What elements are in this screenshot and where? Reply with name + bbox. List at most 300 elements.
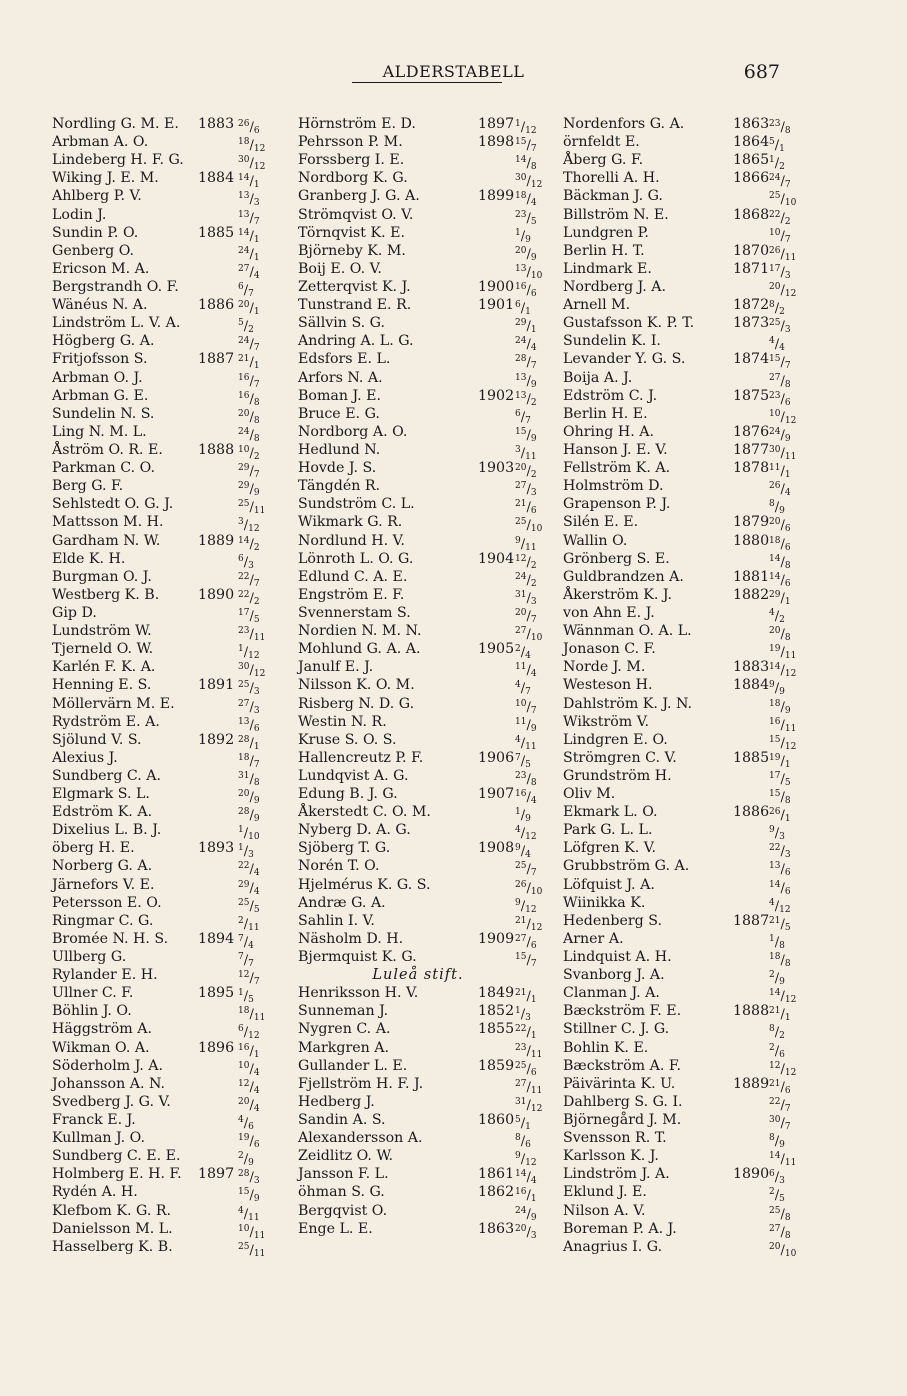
birth-month: 5 xyxy=(525,759,531,770)
birth-day: 22 xyxy=(769,209,781,220)
person-name: Levander Y. G. S. xyxy=(563,351,686,368)
birth-month: 12 xyxy=(530,1103,543,1114)
birth-year: 1889 xyxy=(198,532,235,549)
person-name: Wänéus N. A. xyxy=(52,297,148,314)
birth-day: 9 xyxy=(515,535,521,546)
date-separator: / xyxy=(774,156,780,172)
birth-month: 12 xyxy=(784,741,797,752)
table-row xyxy=(52,658,274,680)
birth-month: 9 xyxy=(248,1158,254,1169)
birth-month: 1 xyxy=(530,325,537,336)
birth-day: 29 xyxy=(238,463,250,474)
person-name: Lundström W. xyxy=(52,623,152,640)
table-row xyxy=(52,821,274,843)
table-row xyxy=(298,839,538,861)
birth-year: 1863 xyxy=(478,1220,515,1237)
table-row xyxy=(563,441,797,462)
date-separator: / xyxy=(526,989,531,1005)
date-separator: / xyxy=(780,808,785,824)
birth-day: 16 xyxy=(515,1187,527,1198)
birth-day: 20 xyxy=(769,281,781,292)
date-separator: / xyxy=(526,391,531,407)
birth-day: 16 xyxy=(769,716,781,727)
table-row xyxy=(563,169,791,191)
birth-month: 11 xyxy=(253,1230,266,1241)
table-row xyxy=(563,206,791,227)
table-row xyxy=(52,477,274,499)
birth-year: 1900 xyxy=(478,278,515,295)
birth-year: 1863 xyxy=(733,116,770,132)
date-separator: / xyxy=(780,953,785,969)
date-separator: / xyxy=(520,120,526,135)
birth-day: 6 xyxy=(238,281,244,292)
birth-month: 12 xyxy=(248,651,260,662)
birth-year: 1885 xyxy=(733,749,770,766)
birth-month: 6 xyxy=(784,578,791,589)
person-name: Guldbrandzen A. xyxy=(563,568,684,585)
birth-month: 8 xyxy=(784,379,791,390)
table-row xyxy=(563,658,797,680)
date-separator: / xyxy=(243,1206,249,1222)
table-row xyxy=(563,405,797,426)
birth-day: 15 xyxy=(769,734,781,745)
table-row xyxy=(52,1093,274,1114)
birth-month: 1 xyxy=(784,814,791,825)
date-separator: / xyxy=(780,790,785,806)
birth-day: 22 xyxy=(238,571,250,582)
person-name: Tängdén R. xyxy=(298,478,381,495)
birth-day: 13 xyxy=(515,372,527,383)
column-2 xyxy=(298,115,543,1241)
birth-day: 9 xyxy=(515,1151,521,1162)
date-separator: / xyxy=(249,482,254,498)
birth-year: 1860 xyxy=(478,1112,515,1129)
birth-month: 1 xyxy=(779,144,785,155)
date-separator: / xyxy=(243,916,249,932)
person-name: Hedenberg S. xyxy=(563,912,662,929)
date-separator: / xyxy=(249,753,254,769)
date-separator: / xyxy=(774,138,780,154)
table-row xyxy=(563,332,785,354)
table-row xyxy=(52,1220,274,1241)
person-name: Mattsson M. H. xyxy=(52,514,164,531)
birth-date xyxy=(238,1238,265,1263)
birth-month: 12 xyxy=(525,1158,537,1169)
birth-year: 1903 xyxy=(478,460,515,477)
person-name: Grapenson P. J. xyxy=(563,496,671,513)
person-name: Arbman A. O. xyxy=(52,134,149,151)
birth-month: 12 xyxy=(784,1067,797,1078)
birth-day: 25 xyxy=(515,861,527,872)
table-row xyxy=(563,604,785,625)
person-name: Sundelin N. S. xyxy=(52,405,155,422)
birth-day: 8 xyxy=(769,1024,775,1035)
date-separator: / xyxy=(780,464,785,480)
birth-day: 27 xyxy=(515,626,527,637)
date-separator: / xyxy=(780,228,785,244)
birth-day: 16 xyxy=(515,281,527,292)
date-separator: / xyxy=(526,608,531,624)
birth-month: 4 xyxy=(253,1085,260,1096)
table-row xyxy=(52,948,274,970)
birth-month: 1 xyxy=(253,307,260,318)
person-name: Strömgren C. V. xyxy=(563,749,677,766)
person-name: Gustafsson K. P. T. xyxy=(563,315,695,332)
birth-month: 11 xyxy=(253,1248,266,1259)
birth-month: 1 xyxy=(784,759,791,770)
birth-day: 18 xyxy=(769,952,781,963)
date-separator: / xyxy=(243,1152,249,1168)
person-name: Arbman O. J. xyxy=(52,369,143,386)
date-separator: / xyxy=(526,355,531,371)
date-separator: / xyxy=(526,1188,531,1204)
table-row xyxy=(563,1075,791,1096)
table-row xyxy=(298,857,538,879)
birth-month: 4 xyxy=(253,886,260,897)
person-name: Burgman O. J. xyxy=(52,568,152,585)
person-name: Dixelius L. B. J. xyxy=(52,822,162,839)
birth-day: 12 xyxy=(769,1060,781,1071)
birth-month: 8 xyxy=(784,633,791,644)
birth-month: 12 xyxy=(784,669,797,680)
table-row xyxy=(563,839,791,861)
table-row xyxy=(52,839,274,861)
birth-day: 11 xyxy=(769,463,781,474)
birth-month: 4 xyxy=(253,1103,260,1114)
birth-month: 7 xyxy=(253,759,260,770)
date-separator: / xyxy=(526,880,531,896)
birth-month: 6 xyxy=(530,1067,537,1078)
person-name: Tunstrand E. R. xyxy=(298,297,412,314)
birth-day: 25 xyxy=(238,499,250,510)
birth-month: 10 xyxy=(530,270,543,281)
birth-month: 6 xyxy=(253,723,260,734)
birth-day: 24 xyxy=(238,245,250,256)
birth-day: 2 xyxy=(769,1187,775,1198)
date-separator: / xyxy=(526,1097,531,1113)
table-row xyxy=(563,803,791,825)
person-name: Wiinikka K. xyxy=(563,894,646,911)
date-separator: / xyxy=(249,156,254,172)
birth-month: 4 xyxy=(530,669,537,680)
birth-day: 27 xyxy=(769,1223,781,1234)
date-separator: / xyxy=(774,301,780,317)
date-separator: / xyxy=(526,518,531,534)
person-name: Löfgren K. V. xyxy=(563,840,657,857)
birth-year: 1875 xyxy=(733,387,770,404)
table-row xyxy=(298,513,543,535)
birth-day: 25 xyxy=(515,1060,527,1071)
birth-day: 14 xyxy=(238,173,250,184)
date-separator: / xyxy=(780,355,785,371)
person-name: Westberg K. B. xyxy=(52,586,160,603)
birth-month: 5 xyxy=(784,777,791,788)
birth-month: 11 xyxy=(253,506,266,517)
birth-year: 1898 xyxy=(478,134,515,151)
table-row xyxy=(52,568,274,589)
table-row xyxy=(298,731,538,752)
table-row xyxy=(298,423,538,444)
birth-year: 1868 xyxy=(733,206,770,223)
birth-month: 2 xyxy=(530,578,537,589)
birth-month: 4 xyxy=(530,343,537,354)
person-name: Törnqvist K. E. xyxy=(298,224,405,241)
date-separator: / xyxy=(249,301,254,317)
table-row xyxy=(563,187,797,209)
person-name: Lundgren P. xyxy=(563,224,649,241)
birth-month: 9 xyxy=(530,723,537,734)
birth-day: 13 xyxy=(238,209,250,220)
birth-day: 10 xyxy=(769,408,781,419)
table-row xyxy=(52,803,274,825)
birth-day: 14 xyxy=(769,1151,781,1162)
birth-day: 13 xyxy=(238,191,250,202)
person-name: Svennerstam S. xyxy=(298,604,411,621)
birth-year: 1907 xyxy=(478,786,515,803)
birth-month: 4 xyxy=(253,270,260,281)
birth-day: 17 xyxy=(769,770,781,781)
birth-year: 1908 xyxy=(478,840,515,857)
person-name: Alexius J. xyxy=(52,749,118,766)
table-row xyxy=(563,713,797,734)
date-separator: / xyxy=(780,1007,785,1023)
table-row xyxy=(52,550,274,571)
date-separator: / xyxy=(249,1079,254,1095)
birth-month: 8 xyxy=(253,397,260,408)
date-separator: / xyxy=(780,482,785,498)
birth-year: 1849 xyxy=(478,985,515,1002)
person-name: Jansson F. L. xyxy=(298,1166,389,1183)
birth-day: 24 xyxy=(515,571,527,582)
birth-day: 14 xyxy=(769,988,781,999)
person-name: Sundberg C. A. xyxy=(52,767,162,784)
birth-month: 9 xyxy=(525,234,531,245)
birth-month: 4 xyxy=(779,343,785,354)
table-row xyxy=(563,1220,791,1241)
date-separator: / xyxy=(243,989,249,1005)
table-row xyxy=(52,151,274,173)
birth-month: 12 xyxy=(525,126,537,136)
person-name: Arnell M. xyxy=(563,297,631,314)
date-separator: / xyxy=(249,138,254,154)
birth-month: 7 xyxy=(248,288,254,299)
date-separator: / xyxy=(526,482,531,498)
birth-day: 18 xyxy=(238,1006,250,1017)
birth-month: 9 xyxy=(779,1140,785,1151)
person-name: Nordborg K. G. xyxy=(298,170,408,187)
birth-day: 27 xyxy=(515,1078,527,1089)
birth-month: 8 xyxy=(784,959,791,970)
table-row xyxy=(52,676,274,698)
birth-day: 23 xyxy=(769,390,781,401)
birth-month: 7 xyxy=(525,415,531,426)
birth-day: 15 xyxy=(238,1187,250,1198)
person-name: Oliv M. xyxy=(563,786,616,803)
birth-month: 3 xyxy=(253,687,260,698)
person-name: Strömqvist O. V. xyxy=(298,206,414,223)
birth-month: 3 xyxy=(248,850,254,861)
birth-day: 30 xyxy=(238,662,250,673)
birth-month: 7 xyxy=(248,959,254,970)
date-separator: / xyxy=(249,663,254,679)
birth-month: 3 xyxy=(253,198,260,209)
person-name: Ling N. M. L. xyxy=(52,423,147,440)
table-row xyxy=(298,369,538,390)
birth-day: 26 xyxy=(238,119,250,129)
table-row xyxy=(298,930,538,951)
date-separator: / xyxy=(249,536,254,552)
birth-month: 9 xyxy=(779,506,785,517)
birth-month: 4 xyxy=(253,868,260,879)
date-separator: / xyxy=(780,554,785,570)
date-separator: / xyxy=(526,1224,531,1240)
birth-year: 1864 xyxy=(733,134,770,151)
birth-day: 6 xyxy=(238,1024,244,1035)
birth-day: 1 xyxy=(769,933,775,944)
table-row xyxy=(52,1075,274,1096)
table-row xyxy=(563,622,791,644)
table-row xyxy=(52,1039,274,1060)
birth-day: 20 xyxy=(769,626,781,637)
birth-day: 25 xyxy=(769,191,781,202)
person-name: Ringmar C. G. xyxy=(52,912,154,929)
person-name: Berg G. F. xyxy=(52,478,124,495)
birth-year: 1901 xyxy=(478,297,515,314)
person-name: Fjellström H. F. J. xyxy=(298,1075,424,1092)
table-row xyxy=(563,676,785,698)
birth-month: 1 xyxy=(253,361,260,372)
person-name: Arfors N. A. xyxy=(298,369,383,386)
person-name: Lindquist A. H. xyxy=(563,949,672,966)
date-separator: / xyxy=(249,699,254,715)
table-row xyxy=(52,749,274,770)
date-separator: / xyxy=(249,264,254,280)
birth-month: 2 xyxy=(253,451,260,462)
date-separator: / xyxy=(249,590,254,606)
person-name: Nordling G. M. E. xyxy=(52,116,179,132)
birth-date xyxy=(515,1220,537,1245)
birth-year: 1852 xyxy=(478,1003,515,1020)
date-separator: / xyxy=(780,572,785,588)
date-separator: / xyxy=(526,373,531,389)
date-separator: / xyxy=(243,554,249,570)
person-name: Järnefors V. E. xyxy=(52,876,155,893)
person-name: Hasselberg K. B. xyxy=(52,1238,173,1255)
date-separator: / xyxy=(520,1134,526,1150)
birth-year: 1874 xyxy=(733,351,770,368)
date-separator: / xyxy=(526,282,531,298)
birth-day: 14 xyxy=(515,1169,527,1180)
birth-year: 1861 xyxy=(478,1166,515,1183)
birth-day: 2 xyxy=(238,915,244,926)
table-row xyxy=(563,459,791,481)
table-row xyxy=(298,695,538,716)
birth-month: 3 xyxy=(525,1013,531,1024)
birth-day: 13 xyxy=(769,861,781,872)
birth-day: 20 xyxy=(238,408,250,419)
birth-day: 15 xyxy=(769,354,781,365)
birth-day: 28 xyxy=(238,734,250,745)
table-row xyxy=(563,115,791,136)
date-separator: / xyxy=(520,301,526,317)
birth-year: 1888 xyxy=(733,1003,770,1020)
person-name: Norberg G. A. xyxy=(52,858,153,875)
birth-month: 8 xyxy=(253,415,260,426)
birth-month: 11 xyxy=(530,1049,543,1060)
birth-year: 1906 xyxy=(478,749,515,766)
person-name: Eklund J. E. xyxy=(563,1184,647,1201)
person-name: Bæckström A. F. xyxy=(563,1057,681,1074)
table-row xyxy=(52,260,274,281)
date-separator: / xyxy=(780,1152,785,1168)
person-name: Risberg N. D. G. xyxy=(298,695,415,712)
person-name: Arbman G. E. xyxy=(52,387,149,404)
birth-date xyxy=(769,1238,796,1263)
birth-day: 13 xyxy=(515,263,527,274)
date-separator: / xyxy=(774,1170,780,1186)
birth-year: 1893 xyxy=(198,840,235,857)
date-separator: / xyxy=(520,735,526,751)
person-name: Fritjofsson S. xyxy=(52,351,148,368)
table-row xyxy=(298,1020,538,1042)
birth-month: 2 xyxy=(530,397,537,408)
person-name: Norde J. M. xyxy=(563,659,646,676)
date-separator: / xyxy=(249,1224,254,1240)
table-row xyxy=(298,586,538,607)
birth-day: 19 xyxy=(769,644,781,655)
date-separator: / xyxy=(249,120,254,135)
table-row xyxy=(563,731,797,752)
birth-day: 1 xyxy=(238,843,244,854)
date-separator: / xyxy=(249,735,254,751)
person-name: Sandin A. S. xyxy=(298,1112,386,1129)
table-row xyxy=(298,1202,538,1223)
date-separator: / xyxy=(526,862,531,878)
date-separator: / xyxy=(780,916,785,932)
running-header: ALDERSTABELL xyxy=(382,62,525,81)
table-row xyxy=(298,622,543,644)
birth-year: 1888 xyxy=(198,441,235,458)
person-name: Sunneman J. xyxy=(298,1003,389,1020)
birth-day: 15 xyxy=(769,789,781,800)
birth-month: 7 xyxy=(253,216,260,227)
birth-day: 7 xyxy=(238,952,244,963)
birth-month: 10 xyxy=(784,1248,797,1259)
table-row xyxy=(52,1129,274,1151)
birth-day: 10 xyxy=(238,1223,250,1234)
birth-year: 1897 xyxy=(198,1166,235,1183)
table-row xyxy=(563,1020,785,1042)
table-row xyxy=(298,984,538,1006)
table-row xyxy=(563,821,785,843)
birth-day: 30 xyxy=(769,1115,781,1126)
person-name: Tjerneld O. W. xyxy=(52,641,154,658)
table-row xyxy=(298,206,538,227)
date-separator: / xyxy=(780,844,785,860)
birth-month: 11 xyxy=(784,723,797,734)
date-separator: / xyxy=(526,319,531,335)
person-name: Granberg J. G. A. xyxy=(298,188,420,205)
date-separator: / xyxy=(780,753,785,769)
page-number: 687 xyxy=(743,61,780,83)
table-row xyxy=(298,1111,538,1133)
birth-day: 31 xyxy=(515,1096,527,1107)
table-row xyxy=(563,369,791,390)
person-name: Mohlund G. A. A. xyxy=(298,641,421,658)
table-row xyxy=(52,731,274,752)
table-row xyxy=(52,423,274,444)
table-row xyxy=(563,568,791,589)
